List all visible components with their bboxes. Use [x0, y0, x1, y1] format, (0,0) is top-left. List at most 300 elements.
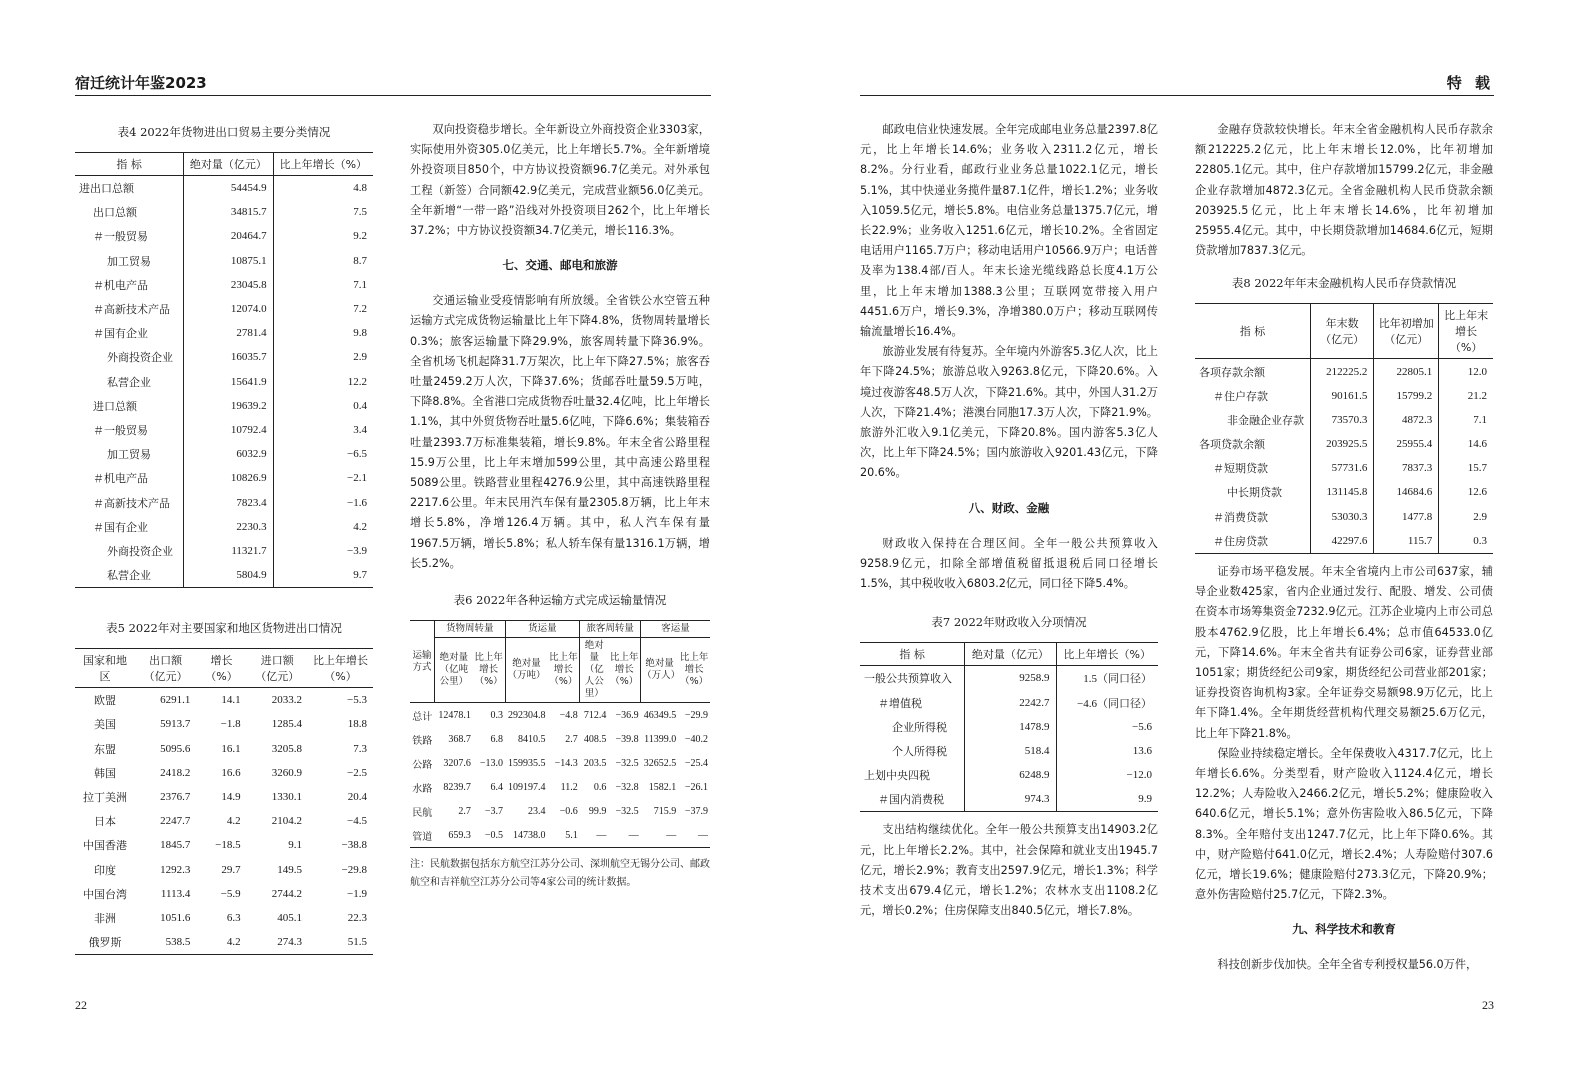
table4-header: 绝对量（亿元） [184, 153, 273, 176]
cell-value: 73570.3 [1311, 408, 1374, 432]
row-label: ＃国有企业 [93, 520, 148, 534]
section-9-heading: 九、科学技术和教育 [1292, 922, 1396, 937]
cell-value: −32.8 [615, 781, 639, 793]
cell-value: 109197.4 [508, 781, 546, 793]
table6-sub-header: 绝对量（亿人公里） [580, 638, 609, 703]
row-label: 私营企业 [107, 569, 151, 583]
cell-value: 3205.8 [271, 742, 302, 755]
table-row [75, 833, 373, 857]
row-label: 日本 [94, 815, 116, 829]
row-label: 管道 [412, 831, 433, 843]
cell-value: 57731.6 [1311, 456, 1374, 480]
section-7-heading: 七、交通、邮电和旅游 [502, 258, 618, 273]
cell-value: −5.9 [220, 887, 241, 900]
cell-value: 6032.9 [184, 442, 273, 466]
table8-header: 比上年末增长（%） [1439, 304, 1493, 359]
cell-value: 4.2 [273, 515, 373, 539]
cell-value: 99.9 [588, 805, 607, 817]
right-header-rule [860, 95, 1494, 96]
cell-value: 3207.6 [443, 757, 471, 769]
table-row [860, 666, 1158, 691]
cell-value: 0.6 [593, 781, 607, 793]
cell-value: 6.4 [490, 781, 504, 793]
cell-value: 12074.0 [184, 297, 273, 321]
cell-value: 23.4 [528, 805, 546, 817]
cell-value: 7.2 [273, 297, 373, 321]
cell-value: 7837.3 [1374, 456, 1439, 480]
table7-header: 指 标 [860, 643, 965, 666]
table8-caption: 表8 2022年年末金融机构人民币存贷款情况 [1231, 276, 1457, 291]
cell-value: −1.6 [273, 490, 373, 514]
cell-value: 12.6 [1439, 480, 1493, 504]
cell-value: 16035.7 [184, 345, 273, 369]
page-number-left: 22 [75, 998, 87, 1012]
cell-value: 19639.2 [184, 394, 273, 418]
table-row [410, 775, 710, 799]
cell-value: 13.6 [1056, 739, 1158, 763]
cell-value: −4.8 [559, 709, 578, 721]
cell-value: 46349.5 [643, 709, 677, 721]
cell-value: 8.7 [273, 249, 373, 273]
cell-value: 4872.3 [1374, 408, 1439, 432]
table-row [1195, 456, 1493, 480]
table7 [860, 642, 1158, 812]
cell-value: 0.3 [490, 709, 504, 721]
table-row [75, 712, 373, 736]
cell-value: 25955.4 [1374, 432, 1439, 456]
row-label: ＃高新技术产品 [93, 496, 170, 510]
table6-sub-header: 比上年增长（%） [678, 638, 710, 703]
table5 [75, 648, 373, 955]
cell-value: −5.3 [347, 694, 367, 707]
row-label: 进出口总额 [79, 182, 134, 196]
row-label: 美国 [94, 718, 116, 732]
table-row [1195, 408, 1493, 432]
cell-value: 90161.5 [1311, 384, 1374, 408]
cell-value: 7.1 [1439, 408, 1493, 432]
cell-value: −1.8 [220, 718, 241, 731]
row-label: ＃机电产品 [93, 472, 148, 486]
table-row [75, 539, 373, 563]
cell-value: 2781.4 [184, 321, 273, 345]
table-row [75, 176, 373, 201]
table5-caption: 表5 2022年对主要国家和地区货物进出口情况 [106, 621, 342, 636]
cell-value: −0.5 [484, 829, 504, 841]
table-row [75, 906, 373, 930]
table6-sub-header: 绝对量（万吨） [505, 638, 547, 703]
table5-header: 增长（%） [196, 649, 246, 688]
row-label: 非洲 [94, 911, 116, 925]
table-row [75, 297, 373, 321]
cell-value: −29.8 [341, 863, 367, 876]
row-label: ＃增值税 [878, 696, 922, 710]
table-row [75, 858, 373, 882]
cell-value: −3.7 [484, 805, 504, 817]
cell-value: 538.5 [165, 936, 191, 949]
row-label: ＃消费贷款 [1213, 510, 1268, 524]
table6-sub-header: 比上年增长（%） [548, 638, 580, 703]
table-row [75, 930, 373, 955]
cell-value: 9.1 [288, 839, 302, 852]
table6-sub-header: 绝对量（亿吨公里） [435, 638, 473, 703]
left-header-rule [75, 95, 711, 96]
row-label: 民航 [412, 807, 433, 819]
row-label: ＃高新技术产品 [93, 303, 170, 317]
table-row [410, 751, 710, 775]
table-row [75, 737, 373, 761]
cell-value: 9.8 [273, 321, 373, 345]
table8-header: 指 标 [1195, 304, 1311, 359]
cell-value: 9.7 [273, 563, 373, 588]
cell-value: 2.7 [565, 733, 578, 745]
cell-value: 32652.5 [643, 757, 677, 769]
table7-caption: 表7 2022年财政收入分项情况 [931, 615, 1087, 630]
cell-value: 6.8 [490, 733, 504, 745]
cell-value: 51.5 [347, 936, 367, 949]
row-label: 上划中央四税 [864, 769, 930, 783]
row-label: 非金融企业存款 [1227, 413, 1304, 427]
row-label: 铁路 [412, 735, 433, 747]
cell-value: 22805.1 [1374, 359, 1439, 384]
table-row [75, 249, 373, 273]
cell-value: −14.3 [554, 757, 578, 769]
row-label: 中国香港 [83, 839, 127, 853]
cell-value: 11321.7 [184, 539, 273, 563]
cell-value: 1292.3 [160, 863, 191, 876]
cell-value: 10875.1 [184, 249, 273, 273]
cell-value: 2230.3 [184, 515, 273, 539]
table-row [75, 761, 373, 785]
table4-caption: 表4 2022年货物进出口贸易主要分类情况 [117, 125, 331, 139]
row-label: ＃机电产品 [93, 278, 148, 292]
cell-value: 974.3 [965, 787, 1056, 812]
cell-value: 10826.9 [184, 466, 273, 490]
table7-header: 绝对量（亿元） [965, 643, 1056, 666]
row-label: 各项存款余额 [1199, 365, 1265, 379]
cell-value: 18.8 [347, 718, 367, 731]
cell-value: 12478.1 [438, 709, 471, 721]
column-2 [410, 120, 710, 892]
table6-group-header: 旅客周转量 [580, 621, 641, 638]
table6-sub-header: 绝对量（万人） [641, 638, 679, 703]
row-label: ＃住房贷款 [1213, 534, 1268, 548]
cell-value: 15.7 [1439, 456, 1493, 480]
cell-value: 0.3 [1439, 529, 1493, 554]
table-row [410, 703, 710, 728]
cell-value: 2.9 [273, 345, 373, 369]
table6-group-header: 运输方式 [410, 621, 435, 703]
row-label: 欧盟 [94, 694, 116, 708]
cell-value: −32.5 [615, 805, 639, 817]
cell-value: 14684.6 [1374, 480, 1439, 504]
paragraph-transport: 交通运输业受疫情影响有所放缓。全省铁公水空管五种运输方式完成货物运输量比上年下降4.8%，货物周转量增长0.3%；旅客运输量下降29.9%，旅客周转量下降36.9%。全省机场飞机起降31.7万架次，比上年下降27.5%；旅客吞吐量2459.2万人次，下降37.6%；货邮吞吐量59.5万吨，下降8.8%。全省港口完成货物吞吐量32.4亿吨，比上年增长1.1%，其中外贸货物吞吐量5.6亿吨，下降6.6%；集装箱吞吐量2393.7万标准集装箱，增长9.8%。年末全省公路里程15.9万公里，比上年末增加599公里，其中高速公路里程5089公里。铁路营业里程4276.9公里，其中高速铁路里程2217.6公里。年末民用汽车保有量2305.8万辆，比上年末增长5.8%，净增126.4万辆。其中，私人汽车保有量1967.5万辆，增长5.8%；私人轿车保有量1316.1万辆，增长5.2%。 [410, 294, 710, 570]
table-row [75, 809, 373, 833]
yearbook-title: 宿迁统计年鉴2023 [75, 74, 207, 92]
table-row [75, 345, 373, 369]
table5-header: 进口额（亿元） [247, 649, 308, 688]
table5-header: 国家和地区 [75, 649, 135, 688]
paragraph-deposits-loans: 金融存贷款较快增长。年末全省金融机构人民币存款余额212225.2亿元，比上年末增长12.0%，比年初增加22805.1亿元。其中，住户存款增加15799.2亿元，非金融企业存款增加4872.3亿元。全省金融机构人民币贷款余额203925.5亿元，比上年末增长14.6%，比年初增加25955.4亿元。其中，中长期贷款增加14684.6亿元，短期贷款增加7837.3亿元。 [1195, 123, 1493, 258]
table-row [860, 763, 1158, 787]
cell-value: −13.0 [479, 757, 504, 769]
cell-value: 2744.2 [271, 887, 302, 900]
cell-value: 115.7 [1374, 529, 1439, 554]
column-4 [1195, 120, 1493, 976]
cell-value: 14738.0 [513, 829, 546, 841]
cell-value: 659.3 [448, 829, 471, 841]
table-row [75, 394, 373, 418]
row-label: 拉丁美洲 [83, 791, 127, 805]
cell-value: 2376.7 [160, 791, 191, 804]
row-label: 中长期贷款 [1227, 486, 1282, 500]
cell-value: 21.2 [1439, 384, 1493, 408]
row-label: 一般公共预算收入 [864, 672, 952, 686]
cell-value: 518.4 [965, 739, 1056, 763]
cell-value: −18.5 [215, 839, 241, 852]
cell-value: 2418.2 [160, 766, 191, 779]
row-label: ＃住户存款 [1213, 389, 1268, 403]
cell-value: 712.4 [583, 709, 607, 721]
cell-value: — [628, 829, 639, 841]
cell-value: 9.9 [1056, 787, 1158, 812]
cell-value: 2242.7 [965, 690, 1056, 714]
cell-value: 203.5 [583, 757, 607, 769]
paragraph-science: 科技创新步伐加快。全年全省专利授权量56.0万件， [1217, 958, 1478, 972]
row-label: 加工贸易 [107, 448, 151, 462]
table5-header: 比上年增长（%） [308, 649, 373, 688]
cell-value: 1582.1 [648, 781, 677, 793]
table8-header: 年末数（亿元） [1311, 304, 1374, 359]
cell-value: 5.1 [565, 829, 578, 841]
cell-value: 42297.6 [1311, 529, 1374, 554]
table-row [75, 418, 373, 442]
row-label: 外商投资企业 [107, 544, 173, 558]
row-label: 水路 [412, 783, 433, 795]
cell-value: — [698, 829, 708, 841]
paragraph-tourism: 旅游业发展有待复苏。全年境内外游客5.3亿人次，比上年下降24.5%；旅游总收入9263.8亿元，下降20.6%。入境过夜游客48.5万人次，下降21.6%。其中，外国人31.2万人次，下降21.4%；港澳台同胞17.3万人次，下降21.9%。旅游外汇收入9.1亿美元，下降20.8%。国内游客5.3亿人次，比上年下降24.5%；国内旅游收入9201.43亿元，下降20.6%。 [860, 345, 1158, 480]
row-label: ＃一般贸易 [93, 230, 148, 244]
column-1 [75, 120, 373, 955]
cell-value: 3.4 [273, 418, 373, 442]
cell-value: 11.2 [560, 781, 578, 793]
cell-value: 131145.8 [1311, 480, 1374, 504]
cell-value: 54454.9 [184, 176, 273, 201]
cell-value: — [666, 829, 677, 841]
cell-value: −37.9 [684, 805, 708, 817]
row-label: ＃一般贸易 [93, 423, 148, 437]
cell-value: 14.1 [221, 694, 241, 707]
table-row [75, 200, 373, 224]
row-label: 韩国 [94, 766, 116, 780]
cell-value: 149.5 [277, 863, 302, 876]
cell-value: 1113.4 [160, 887, 191, 900]
cell-value: 4.2 [226, 936, 241, 949]
table-row [1195, 505, 1493, 529]
cell-value: 2.7 [458, 805, 471, 817]
cell-value: 292304.8 [508, 709, 546, 721]
cell-value: 5804.9 [184, 563, 273, 588]
cell-value: 15641.9 [184, 370, 273, 394]
cell-value: 1.5（同口径） [1056, 666, 1158, 691]
table8 [1195, 303, 1493, 554]
cell-value: −4.5 [347, 815, 367, 828]
cell-value: — [596, 829, 607, 841]
cell-value: 7.1 [273, 273, 373, 297]
row-label: 公路 [412, 759, 433, 771]
table-row [1195, 480, 1493, 504]
table5-header: 出口额（亿元） [135, 649, 196, 688]
cell-value: 11399.0 [644, 733, 677, 745]
table-row [75, 515, 373, 539]
cell-value: −39.8 [615, 733, 639, 745]
row-label: 出口总额 [93, 206, 137, 220]
table6-group-header: 货运量 [505, 621, 580, 638]
table-row [75, 490, 373, 514]
cell-value: 9258.9 [965, 666, 1056, 691]
cell-value: 5913.7 [160, 718, 191, 731]
cell-value: 22.3 [347, 911, 367, 924]
cell-value: −25.4 [684, 757, 708, 769]
cell-value: −12.0 [1056, 763, 1158, 787]
cell-value: 2247.7 [160, 815, 191, 828]
table-row [1195, 432, 1493, 456]
table6 [410, 620, 710, 848]
cell-value: 16.1 [221, 742, 241, 755]
table4-header: 比上年增长（%） [273, 153, 373, 176]
row-label: 印度 [94, 863, 116, 877]
cell-value: 1051.6 [160, 911, 191, 924]
cell-value: 0.4 [273, 394, 373, 418]
row-label: ＃国内消费税 [878, 793, 944, 807]
cell-value: −4.6（同口径） [1056, 690, 1158, 714]
cell-value: 14.6 [1439, 432, 1493, 456]
table-row [75, 563, 373, 588]
row-label: 私营企业 [107, 375, 151, 389]
cell-value: 1285.4 [271, 718, 302, 731]
cell-value: 8239.7 [443, 781, 471, 793]
cell-value: 6248.9 [965, 763, 1056, 787]
table-row [410, 727, 710, 751]
paragraph-insurance: 保险业持续稳定增长。全年保费收入4317.7亿元，比上年增长6.6%。分类型看，财产险收入1124.4亿元，增长12.2%；人寿险收入2466.2亿元，增长5.2%；健康险收入640.6亿元，增长5.1%；意外伤害险收入86.5亿元，下降8.3%。全年赔付支出1247.7亿元，比上年下降0.6%。其中，财产险赔付641.0亿元，增长2.4%；人寿险赔付307.6亿元，增长19.6%；健康险赔付273.3亿元，下降20.9%；意外伤害险赔付25.7亿元，下降2.3%。 [1195, 746, 1493, 902]
cell-value: 274.3 [277, 936, 302, 949]
cell-value: −29.9 [684, 709, 708, 721]
cell-value: 2033.2 [271, 694, 302, 707]
table-row [1195, 384, 1493, 408]
table-row [75, 442, 373, 466]
cell-value: −5.6 [1056, 715, 1158, 739]
cell-value: 8410.5 [518, 733, 546, 745]
cell-value: −0.6 [559, 805, 578, 817]
cell-value: −32.5 [615, 757, 639, 769]
cell-value: −38.8 [341, 839, 367, 852]
paragraph-fiscal-expenditure: 支出结构继续优化。全年一般公共预算支出14903.2亿元，比上年增长2.2%。其中，社会保障和就业支出1945.7亿元，增长2.9%；教育支出2597.9亿元，增长1.3%；科学技术支出679.4亿元，增长1.2%；农林水支出1108.2亿元，增长0.2%；住房保障支出840.5亿元，增长7.8%。 [860, 823, 1158, 918]
table-row [75, 273, 373, 297]
cell-value: 1478.9 [965, 715, 1056, 739]
row-label: 中国台湾 [83, 887, 127, 901]
table6-note: 注：民航数据包括东方航空江苏分公司、深圳航空无锡分公司、邮政航空和吉祥航空江苏分公司等4家公司的统计数据。 [410, 859, 710, 889]
row-label: ＃国有企业 [93, 327, 148, 341]
row-label: 总计 [412, 711, 433, 723]
cell-value: 159935.5 [508, 757, 546, 769]
row-label: 个人所得税 [892, 744, 947, 758]
cell-value: −1.9 [347, 887, 367, 900]
cell-value: 6.3 [226, 911, 241, 924]
cell-value: 1330.1 [271, 791, 302, 804]
cell-value: 408.5 [583, 733, 607, 745]
cell-value: 2104.2 [271, 815, 302, 828]
paragraph-securities: 证券市场平稳发展。年末全省境内上市公司637家，辅导企业数425家，省内企业通过发行、配股、增发、公司债在资本市场筹集资金7232.9亿元。江苏企业境内上市公司总股本4762.9亿股，比上年增长6.4%；总市值64533.0亿元，下降14.6%。年末全省共有证券公司6家，证券营业部1051家；期货经纪公司9家，期货经纪公司营业部201家；证券投资咨询机构3家。全年证券交易额98.9万亿元，比上年下降1.4%。全年期货经营机构代理交易额25.6万亿元，比上年下降21.8%。 [1195, 564, 1493, 740]
table-row [75, 321, 373, 345]
cell-value: 368.7 [448, 733, 471, 745]
table-row [860, 690, 1158, 714]
table4 [75, 152, 373, 588]
table-row [860, 739, 1158, 763]
cell-value: −3.9 [273, 539, 373, 563]
table6-caption: 表6 2022年各种运输方式完成运输量情况 [453, 593, 667, 608]
cell-value: 23045.8 [184, 273, 273, 297]
cell-value: 4.2 [226, 815, 241, 828]
table-row [75, 466, 373, 490]
cell-value: 4.8 [273, 176, 373, 201]
page-number-right: 23 [1482, 998, 1494, 1012]
cell-value: 20.4 [347, 791, 367, 804]
cell-value: 2.9 [1439, 505, 1493, 529]
table-row [410, 823, 710, 848]
cell-value: 12.2 [273, 370, 373, 394]
cell-value: 20464.7 [184, 224, 273, 248]
table-row [75, 785, 373, 809]
section-title: 特 载 [1446, 74, 1494, 92]
cell-value: 7.5 [273, 200, 373, 224]
row-label: 加工贸易 [107, 254, 151, 268]
row-label: 企业所得税 [892, 720, 947, 734]
cell-value: 29.7 [221, 863, 241, 876]
row-label: 东盟 [94, 742, 116, 756]
cell-value: 16.6 [221, 766, 241, 779]
row-label: 进口总额 [93, 399, 137, 413]
table-row [860, 715, 1158, 739]
table6-group-header: 客运量 [641, 621, 710, 638]
cell-value: 12.0 [1439, 359, 1493, 384]
cell-value: 3260.9 [271, 766, 302, 779]
cell-value: −2.1 [273, 466, 373, 490]
row-label: 俄罗斯 [88, 936, 122, 950]
cell-value: 6291.1 [160, 694, 191, 707]
table-row [75, 688, 373, 713]
cell-value: −36.9 [615, 709, 639, 721]
paragraph-post-telecom: 邮政电信业快速发展。全年完成邮电业务总量2397.8亿元，比上年增长14.6%；业务收入2311.2亿元，增长8.2%。分行业看，邮政行业业务总量1022.1亿元，增长5.1%，其中快递业务揽件量87.1亿件，增长1.2%；业务收入1059.5亿元，增长5.8%。电信业务总量1375.7亿元，增长22.9%；业务收入1251.6亿元，增长10.2%。全省固定电话用户1165.7万户；移动电话用户10566.9万户；电话普及率为138.4部/百人。年末长途光缆线路总长度4.1万公里，比上年末增加1388.3公里；互联网宽带接入用户4451.6万户，增长9.3%，净增380.0万户；移动互联网传输流量增长16.4%。 [860, 123, 1158, 339]
column-3 [860, 120, 1158, 921]
table-row [75, 224, 373, 248]
table7-header: 比上年增长（%） [1056, 643, 1158, 666]
cell-value: 9.2 [273, 224, 373, 248]
cell-value: 53030.3 [1311, 505, 1374, 529]
row-label: 外商投资企业 [107, 351, 173, 365]
table6-sub-header: 比上年增长（%） [608, 638, 640, 703]
table-row [410, 799, 710, 823]
cell-value: 14.9 [221, 791, 241, 804]
cell-value: −6.5 [273, 442, 373, 466]
table-row [1195, 529, 1493, 554]
table-row [860, 787, 1158, 812]
table6-group-header: 货物周转量 [435, 621, 506, 638]
table-row [1195, 359, 1493, 384]
cell-value: 15799.2 [1374, 384, 1439, 408]
paragraph-investment: 双向投资稳步增长。全年新设立外商投资企业3303家，实际使用外资305.0亿美元，比上年增长5.7%。全年新增境外投资项目850个，中方协议投资额96.7亿美元。对外承包工程（新签）合同额42.9亿美元，完成营业额56.0亿美元。全年新增“一带一路”沿线对外投资项目262个，比上年增长37.2%；中方协议投资额34.7亿美元，增长116.3%。 [410, 123, 710, 238]
cell-value: 405.1 [277, 911, 302, 924]
cell-value: −2.5 [347, 766, 367, 779]
row-label: 各项贷款余额 [1199, 438, 1265, 452]
